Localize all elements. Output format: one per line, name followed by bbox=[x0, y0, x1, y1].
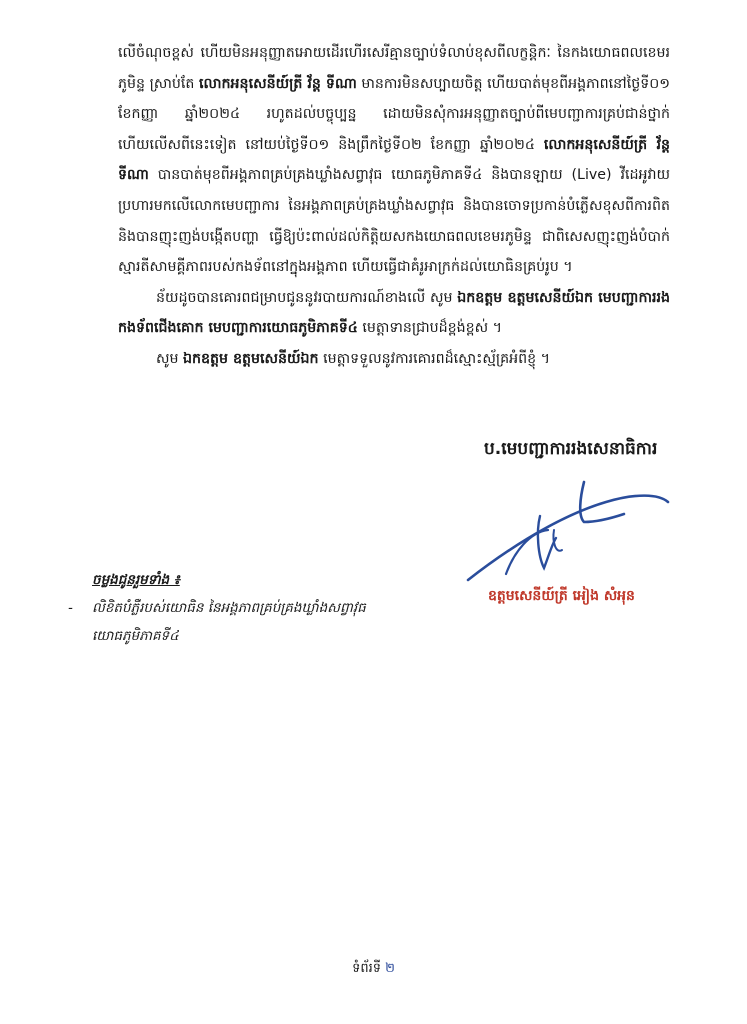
officer-name: លោកអនុសេនីយ៍ត្រី វ័ន្ត ទីណា bbox=[199, 75, 357, 92]
officer-name: លោកអនុសេនីយ៍ត្រី វ័ន្ត ទីណា bbox=[118, 136, 670, 184]
paragraph-2-run-3: មេត្តាទានជ្រាបដ៏ខ្ពង់ខ្ពស់ ។ bbox=[357, 320, 503, 337]
copy-to-item bbox=[68, 594, 382, 650]
letter-body bbox=[118, 38, 670, 375]
paragraph-1-run-5: បានបាត់មុខពីអង្គភាពគ្រប់គ្រងឃ្លាំងសព្វាវុធ យោធភូមិភាគទី៤ និងបានឡាយ (Live) វីដេអូវាយប្រហារមកលើលោកមេបញ្ជាការ នៃអង្គភាពគ្រប់គ្រងឃ្លាំងសព្វាវុធ និងបានចោទប្រកាន់បំភ្លើសខុសពីការពិត និងបានញុះញង់បង្កើតបញ្ហា ធ្វើឱ្យប៉ះពាល់ដល់កិត្តិយសកងយោធពលខេមរភូមិន្ទ ជាពិសេសញុះញង់បំបាក់ស្មារតីសាមគ្គីភាពរបស់កងទ័ពនៅក្នុងអង្គភាព ហើយធ្វើជាគំរូអាក្រក់ដល់យោធិនគ្រប់រូប ។ bbox=[118, 167, 670, 276]
page-footer bbox=[0, 960, 747, 979]
handwritten-signature bbox=[456, 472, 686, 584]
paragraph-2 bbox=[118, 283, 670, 344]
copy-to-line-2: យោធភូមិភាគទី៤ bbox=[92, 628, 179, 644]
paragraph-3-run-3: មេត្តាទទួលនូវការគោរពដ៏ស្មោះស្ម័គ្រអំពីខ្ញុំ ។ bbox=[318, 350, 551, 367]
paragraph-1 bbox=[118, 38, 670, 283]
signature-block bbox=[470, 438, 690, 618]
addressee-title: ឯកឧត្តម ឧត្តមសេនីយ៍ឯក មេបញ្ជាការរងកងទ័ពជើងគោក មេបញ្ជាការយោធភូមិភាគទី៤ bbox=[118, 289, 670, 337]
copy-to-title: ចម្លងជូនរួមទាំង ៖ bbox=[92, 572, 180, 588]
paragraph-3-run-1: សូម bbox=[156, 350, 184, 367]
paragraph-1-run-1: លើចំណុចខ្ពស់ ហើយមិនអនុញ្ញាតអោយដើរហើរសេរីគ្មានច្បាប់ទំលាប់ខុសពីលក្ខន្តិកៈ នៃកងយោធពលខេមរភូមិន្ទ ស្រាប់តែ bbox=[118, 45, 670, 92]
page-number: ២ bbox=[385, 961, 395, 976]
signatory-name: ឧត្តមសេនីយ៍ត្រី អៀង សំអុន bbox=[488, 588, 635, 604]
copy-to-block bbox=[68, 566, 382, 650]
signatory-title: ប.មេបញ្ជាការរងសេនាធិការ bbox=[484, 439, 658, 459]
paragraph-2-run-1: ន័យដូចបានគោរពជម្រាបជូននូវរបាយការណ៍ខាងលើ សូម bbox=[156, 289, 458, 306]
copy-to-line-1: លិខិតបំភ្លឺរបស់យោធិន នៃអង្គភាពគ្រប់គ្រងឃ្លាំងសព្វាវុធ bbox=[92, 600, 366, 616]
list-dash: - bbox=[68, 600, 73, 616]
addressee-short-title: ឯកឧត្តម ឧត្តមសេនីយ៍ឯក bbox=[183, 350, 319, 367]
paragraph-3 bbox=[118, 344, 670, 375]
page-label: ទំព័រទី bbox=[352, 961, 381, 976]
paragraph-1-run-3: មានការមិនសប្បាយចិត្ត ហើយបាត់មុខពីអង្គភាពនៅថ្ងៃទី០១ ខែកញ្ញា ឆ្នាំ២០២៤ រហូតដល់បច្ចុប្បន្ន ដោយមិនសុំការអនុញ្ញាតច្បាប់ពីមេបញ្ជាការគ្រប់ជាន់ថ្នាក់ ហើយលើសពីនេះទៀត នៅយប់ថ្ងៃទី០១ និងព្រឹកថ្ងៃទី០២ ខែកញ្ញា ឆ្នាំ២០២៤ bbox=[118, 75, 670, 153]
